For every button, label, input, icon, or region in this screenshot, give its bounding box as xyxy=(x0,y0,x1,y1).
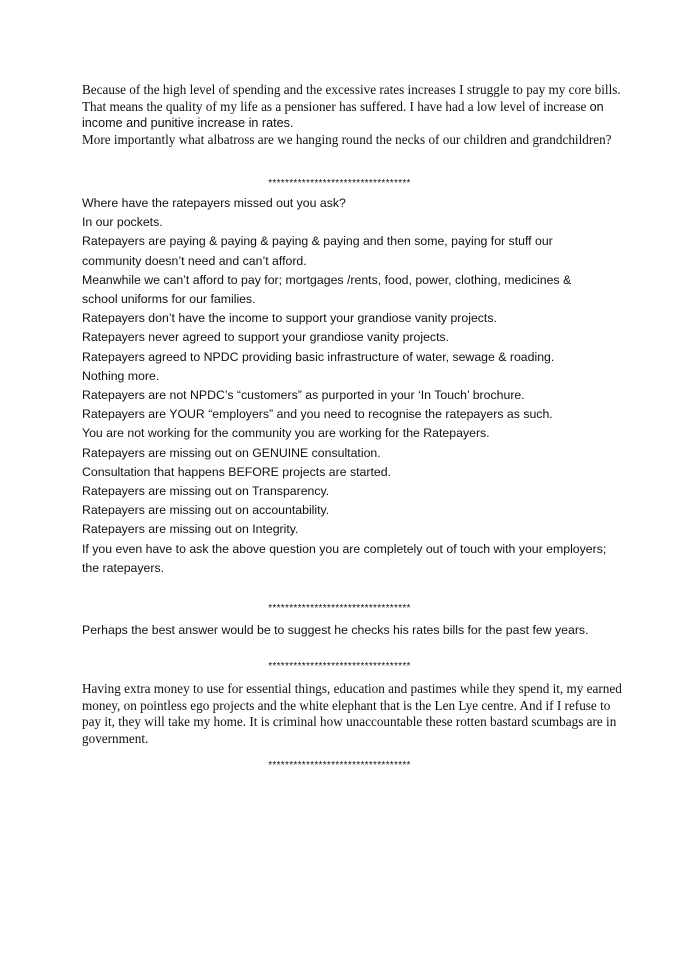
submission-2-line: Meanwhile we can’t afford to pay for; mortgages /rents, food, power, clothing, medicines & school uniforms for our families. xyxy=(82,272,572,307)
submission-2-line: Ratepayers are missing out on accountability. xyxy=(82,503,330,518)
submission-1-followup: More importantly what albatross are we hanging round the necks of our children and grandchildren? xyxy=(82,131,612,147)
submission-2-line: You are not working for the community you are working for the Ratepayers. xyxy=(82,426,490,441)
submission-4: Having extra money to use for essential things, education and pastimes while they spend it, my earned money, on pointless ego projects and the white elephant that is the Len Lye centre. And if I refuse to pay it, they will take my home. It is criminal how unaccountable these rotten bastard scumbags are in government. xyxy=(82,681,622,746)
submission-2-line: Ratepayers are not NPDC’s “customers” as purported in your ‘In Touch’ brochure. xyxy=(82,388,525,403)
separator: ********************************** xyxy=(268,603,411,614)
submission-1-tail: on income and punitive increase in rates. xyxy=(82,99,604,130)
submission-2-line: Consultation that happens BEFORE projects are started. xyxy=(82,464,391,479)
submission-2-line: Ratepayers agreed to NPDC providing basic infrastructure of water, sewage & roading. xyxy=(82,349,555,364)
submission-2-line: Ratepayers are missing out on GENUINE consultation. xyxy=(82,445,381,460)
submission-1 xyxy=(82,82,622,148)
submission-2-line: Ratepayers are paying & paying & paying & paying and then some, paying for stuff our community doesn’t need and can’t afford. xyxy=(82,234,553,268)
submission-2-line: Ratepayers are missing out on Transparency. xyxy=(82,484,330,499)
submission-2-line: Ratepayers never agreed to support your grandiose vanity projects. xyxy=(82,330,450,345)
separator: ********************************** xyxy=(268,178,411,189)
submission-2-line: If you even have to ask the above question you are completely out of touch with your employers; the ratepayers. xyxy=(82,541,607,575)
submission-2 xyxy=(82,194,607,578)
submission-3: Perhaps the best answer would be to suggest he checks his rates bills for the past few years. xyxy=(82,623,589,637)
submission-2-line: Ratepayers are YOUR “employers” and you need to recognise the ratepayers as such. xyxy=(82,407,553,422)
separator: ********************************** xyxy=(268,760,411,771)
submission-2-line: Nothing more. xyxy=(82,368,160,383)
submission-2-line: In our pockets. xyxy=(82,215,163,230)
submission-2-line: Where have the ratepayers missed out you ask? xyxy=(82,196,346,210)
submission-1-text: Because of the high level of spending and the excessive rates increases I struggle to pay my core bills. That means the quality of my life as a pensioner has suffered. I have had a low level of increase xyxy=(82,82,621,114)
submission-2-line: Ratepayers are missing out on Integrity. xyxy=(82,522,299,537)
submission-2-line: Ratepayers don’t have the income to support your grandiose vanity projects. xyxy=(82,311,497,326)
separator: ********************************** xyxy=(268,661,411,672)
